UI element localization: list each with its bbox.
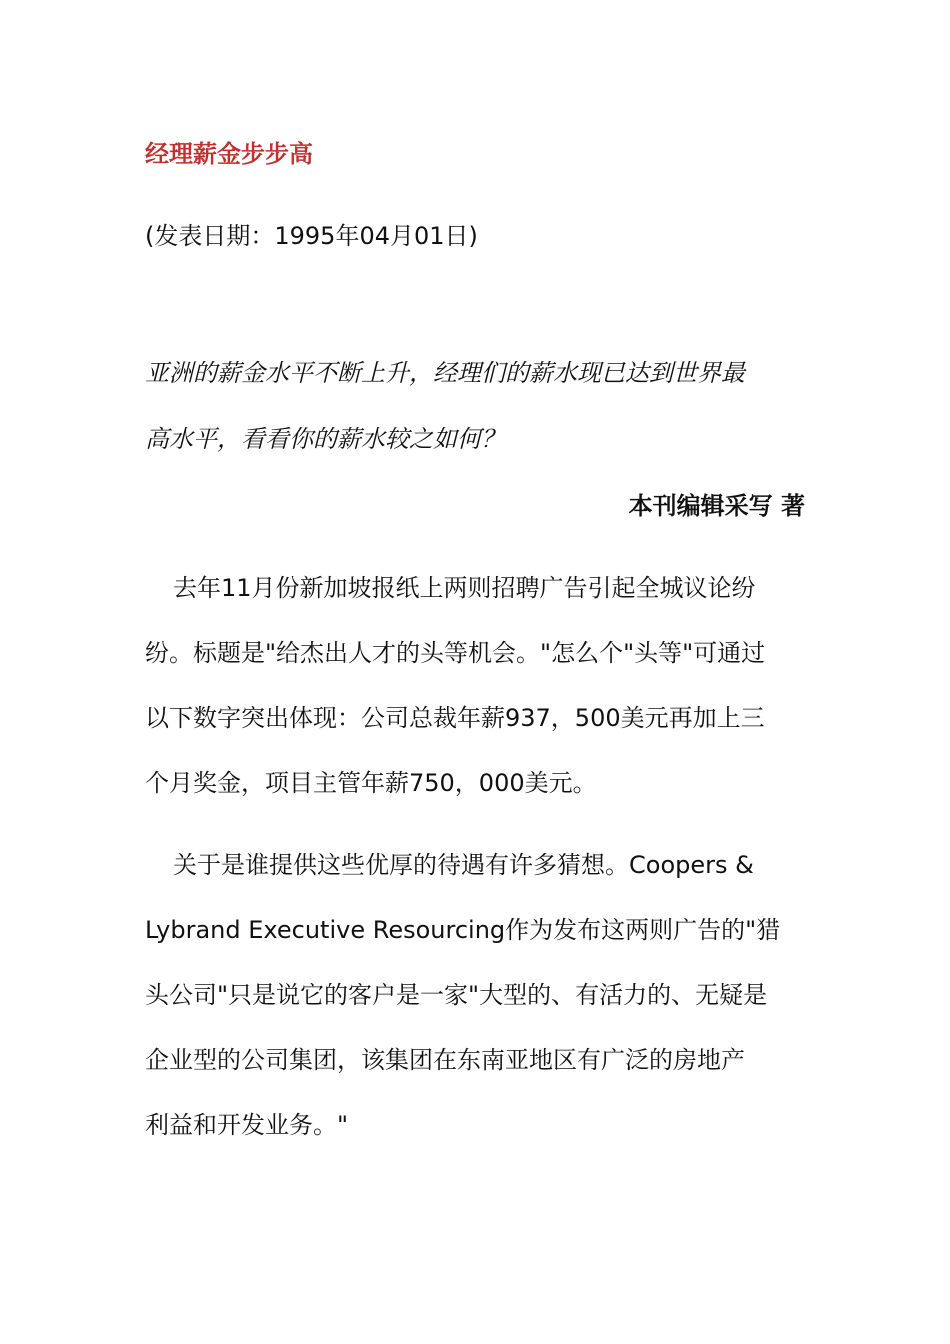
paragraph-line: 利益和开发业务。" bbox=[145, 1111, 349, 1139]
publish-date: (发表日期：1995年04月01日) bbox=[145, 222, 478, 250]
lead-line: 亚洲的薪金水平不断上升，经理们的薪水现已达到世界最 bbox=[145, 359, 745, 387]
paragraph-line: 个月奖金，项目主管年薪750，000美元。 bbox=[145, 769, 597, 797]
paragraph-line: 纷。标题是"给杰出人才的头等机会。"怎么个"头等"可通过 bbox=[145, 639, 766, 667]
article-lead bbox=[145, 340, 805, 472]
paragraph-line: 以下数字突出体现：公司总裁年薪937，500美元再加上三 bbox=[145, 704, 765, 732]
article-paragraph-1 bbox=[145, 556, 805, 816]
paragraph-line: 关于是谁提供这些优厚的待遇有许多猜想。Coopers & bbox=[173, 851, 754, 879]
paragraph-line: 企业型的公司集团，该集团在东南亚地区有广泛的房地产 bbox=[145, 1046, 745, 1074]
paragraph-line: Lybrand Executive Resourcing作为发布这两则广告的"猎 bbox=[145, 916, 781, 944]
paragraph-line: 头公司"只是说它的客户是一家"大型的、有活力的、无疑是 bbox=[145, 981, 768, 1009]
article-title: 经理薪金步步高 bbox=[145, 140, 313, 168]
paragraph-line: 去年11月份新加坡报纸上两则招聘广告引起全城议论纷 bbox=[173, 574, 756, 602]
lead-line: 高水平，看看你的薪水较之如何？ bbox=[145, 425, 505, 453]
article-paragraph-2 bbox=[145, 833, 805, 1158]
article-byline: 本刊编辑采写 著 bbox=[628, 492, 805, 520]
